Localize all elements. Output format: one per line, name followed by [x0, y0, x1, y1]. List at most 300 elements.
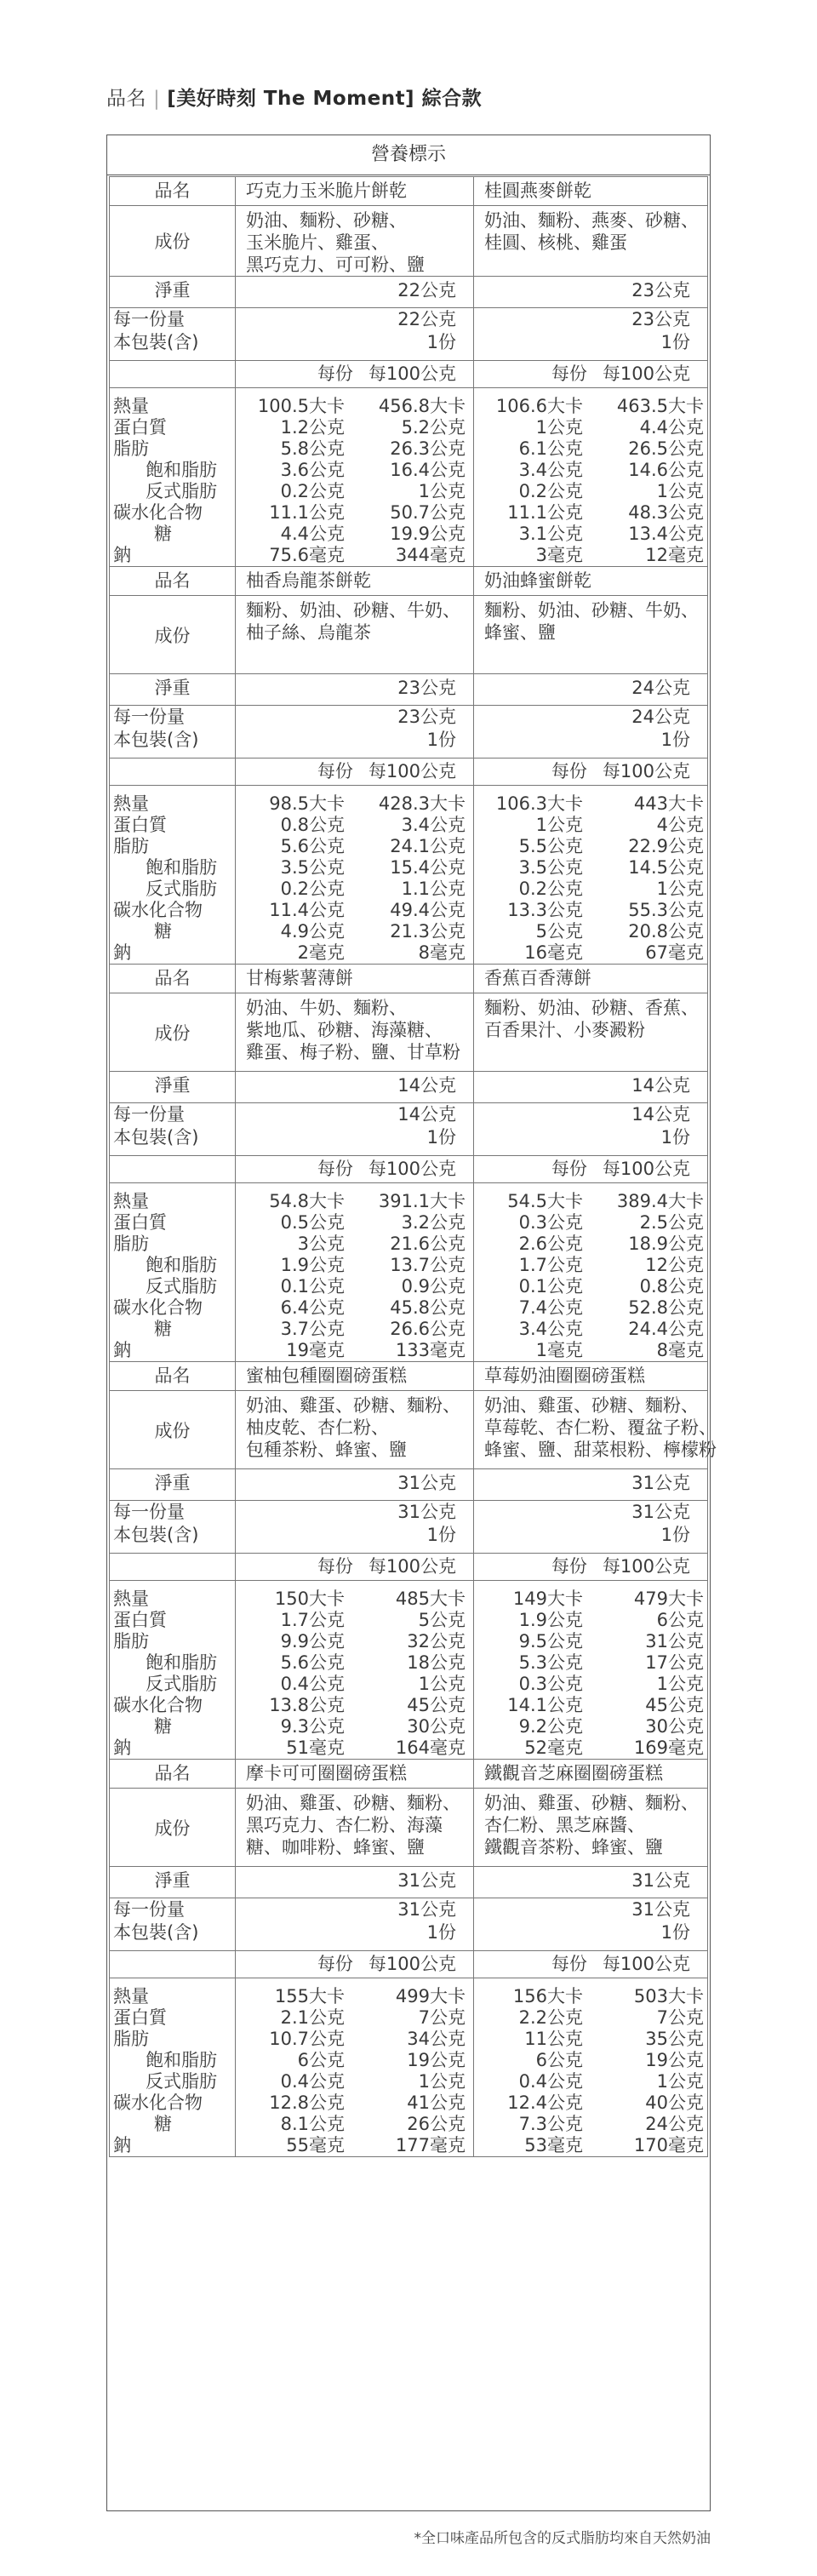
product-label: 品名	[110, 567, 236, 596]
per-100g-header: 每100公克	[368, 1556, 456, 1577]
nutrient-values-left	[236, 1183, 474, 1362]
nutrient-label-sugar: 糖	[154, 1319, 172, 1339]
nutrient-label-trans-fat: 反式脂肪	[146, 481, 217, 501]
ingredients-line: 麵粉、奶油、砂糖、香蕉、	[484, 998, 699, 1018]
per-100g-value: 14.5公克	[628, 857, 704, 878]
nutrient-label-sat-fat: 飽和脂肪	[146, 460, 217, 480]
per-serving-value: 1公克	[535, 417, 583, 438]
product-name-right: 奶油蜂蜜餅乾	[474, 567, 708, 596]
serving-row	[110, 308, 708, 361]
net-weight-label: 淨重	[110, 1469, 236, 1501]
servings-value: 1份	[426, 730, 456, 750]
title-separator: |	[153, 88, 161, 110]
column-header-blank	[110, 1156, 236, 1183]
column-header-left	[236, 1951, 474, 1978]
serving-size-label: 每一份量	[113, 1104, 185, 1125]
per-serving-value: 12.8公克	[269, 2092, 345, 2113]
per-100g-header: 每100公克	[602, 1159, 690, 1179]
per-serving-value: 3.4公克	[518, 1319, 583, 1339]
column-header-blank	[110, 758, 236, 786]
per-100g-value: 5公克	[418, 1610, 466, 1630]
per-serving-value: 13.3公克	[507, 900, 583, 920]
per-100g-value: 6公克	[656, 1610, 704, 1630]
nutrient-value-row	[236, 1255, 466, 1276]
per-serving-value: 11公克	[524, 2029, 583, 2049]
nutrient-value-row	[236, 1191, 466, 1212]
servings-value: 1份	[660, 730, 690, 750]
ingredients-line: 蜂蜜、鹽	[484, 622, 556, 643]
nutrient-labels	[110, 388, 236, 567]
nutrient-label-protein: 蛋白質	[113, 815, 167, 835]
serving-size-value: 31公克	[631, 1899, 690, 1920]
nutrient-values-left	[236, 786, 474, 965]
ingredients-row	[110, 1789, 708, 1867]
per-serving-value: 6公克	[297, 2050, 345, 2070]
serving-row	[110, 1898, 708, 1951]
per-100g-value: 41公克	[407, 2092, 466, 2113]
nutrient-label-protein: 蛋白質	[113, 1610, 167, 1630]
per-100g-value: 3.4公克	[401, 815, 466, 835]
ingredients-line: 奶油、雞蛋、砂糖、麵粉、	[484, 1793, 699, 1813]
per-100g-value: 1公克	[418, 1674, 466, 1694]
nutrient-label-trans-fat: 反式脂肪	[146, 879, 217, 899]
nutrient-values-right	[474, 388, 708, 567]
per-serving-value: 14.1公克	[507, 1695, 583, 1715]
footnote: *全口味產品所包含的反式脂肪均來自天然奶油	[414, 2530, 711, 2547]
nutrient-value-row	[474, 900, 704, 921]
per-100g-value: 19.9公克	[390, 524, 466, 544]
nutrition-table-title: 營養標示	[107, 135, 710, 175]
ingredients-line: 鐵觀音茶粉、蜂蜜、鹽	[484, 1837, 663, 1858]
net-weight-row	[110, 1072, 708, 1103]
serving-label	[110, 706, 236, 758]
per-100g-value: 40公克	[645, 2092, 704, 2113]
nutrient-label-carbs: 碳水化合物	[113, 1695, 203, 1715]
per-serving-value: 10.7公克	[269, 2029, 345, 2049]
nutrient-labels	[110, 1978, 236, 2157]
per-serving-value: 75.6毫克	[269, 545, 345, 565]
nutrient-value-row	[236, 1589, 466, 1610]
nutrient-label-sat-fat: 飽和脂肪	[146, 1255, 217, 1275]
ingredients-right	[474, 993, 708, 1072]
per-100g-value: 0.9公克	[401, 1276, 466, 1297]
servings-value: 1份	[660, 332, 690, 352]
nutrient-value-row	[236, 1652, 466, 1674]
nutrient-value-row	[474, 1234, 704, 1255]
ingredients-right	[474, 1391, 717, 1469]
serving-label	[110, 1103, 236, 1156]
per-100g-value: 31公克	[645, 1631, 704, 1652]
ingredients-label: 成份	[110, 993, 236, 1072]
per-100g-value: 391.1大卡	[378, 1191, 466, 1211]
nutrient-label-carbs: 碳水化合物	[113, 900, 203, 920]
per-100g-value: 1.1公克	[401, 879, 466, 899]
serving-size-label: 每一份量	[113, 707, 185, 727]
per-serving-value: 0.8公克	[280, 815, 345, 835]
per-serving-value: 3公克	[297, 1234, 345, 1254]
ingredients-line: 奶油、麵粉、砂糖、	[246, 210, 407, 231]
ingredients-left	[236, 1789, 474, 1867]
per-serving-value: 0.2公克	[280, 481, 345, 501]
per-serving-header: 每份	[551, 1556, 587, 1577]
per-serving-value: 1.7公克	[280, 1610, 345, 1630]
nutrient-value-row	[474, 2135, 704, 2156]
ingredients-row	[110, 993, 708, 1072]
per-serving-value: 9.9公克	[280, 1631, 345, 1652]
nutrient-value-row	[236, 900, 466, 921]
nutrient-value-row	[236, 793, 466, 815]
column-header-right	[474, 361, 708, 388]
per-100g-header: 每100公克	[368, 1954, 456, 1974]
nutrient-values-left	[236, 1581, 474, 1760]
ingredients-left	[236, 596, 474, 674]
per-serving-value: 0.1公克	[280, 1276, 345, 1297]
serving-size-value: 22公克	[397, 309, 456, 329]
nutrient-value-row	[474, 545, 704, 566]
nutrient-value-row	[474, 481, 704, 502]
servings-value: 1份	[660, 1525, 690, 1545]
nutrient-label-calories: 熱量	[113, 396, 149, 416]
serving-size-value: 14公克	[631, 1104, 690, 1125]
per-100g-value: 55.3公克	[628, 900, 704, 920]
ingredients-label: 成份	[110, 206, 236, 277]
per-serving-value: 3.1公克	[518, 524, 583, 544]
nutrient-value-row	[236, 417, 466, 438]
nutrient-label-trans-fat: 反式脂肪	[146, 2071, 217, 2092]
per-serving-value: 0.2公克	[518, 879, 583, 899]
per-serving-value: 9.3公克	[280, 1716, 345, 1737]
per-serving-value: 5.8公克	[280, 438, 345, 459]
per-100g-value: 13.4公克	[628, 524, 704, 544]
per-serving-value: 0.4公克	[280, 1674, 345, 1694]
per-serving-value: 156大卡	[512, 1986, 583, 2006]
product-name-right: 桂圓燕麥餅乾	[474, 177, 708, 206]
product-label: 品名	[110, 965, 236, 993]
per-100g-value: 19公克	[645, 2050, 704, 2070]
per-serving-header: 每份	[551, 1954, 587, 1974]
per-serving-value: 1.9公克	[280, 1255, 345, 1275]
serving-right	[474, 308, 708, 361]
nutrient-value-row	[474, 396, 704, 417]
ingredients-line: 黑巧克力、可可粉、鹽	[246, 255, 425, 275]
per-100g-value: 3.2公克	[401, 1212, 466, 1233]
nutrient-label-calories: 熱量	[113, 1986, 149, 2006]
per-serving-value: 6公克	[535, 2050, 583, 2070]
ingredients-line: 奶油、雞蛋、砂糖、麵粉、	[484, 1395, 699, 1416]
column-header-left	[236, 1554, 474, 1581]
nutrient-value-row	[236, 481, 466, 502]
nutrient-value-row	[236, 2029, 466, 2050]
serving-row	[110, 1501, 708, 1554]
nutrient-value-row	[236, 1276, 466, 1297]
per-serving-value: 19毫克	[286, 1340, 345, 1360]
ingredients-line: 杏仁粉、黑芝麻醬、	[484, 1815, 645, 1835]
ingredients-line: 糖、咖啡粉、蜂蜜、鹽	[246, 1837, 425, 1858]
per-100g-header: 每100公克	[368, 364, 456, 384]
per-100g-value: 15.4公克	[390, 857, 466, 878]
ingredients-line: 麵粉、奶油、砂糖、牛奶、	[246, 600, 460, 621]
nutrient-value-row	[474, 1297, 704, 1319]
product-name-left: 甘梅紫薯薄餅	[236, 965, 474, 993]
ingredients-line: 柚皮乾、杏仁粉、	[246, 1417, 389, 1438]
per-100g-value: 1公克	[418, 481, 466, 501]
per-serving-value: 54.5大卡	[507, 1191, 583, 1211]
serving-label	[110, 308, 236, 361]
product-name-left: 摩卡可可圈圈磅蛋糕	[236, 1760, 474, 1789]
per-100g-value: 503大卡	[633, 1986, 704, 2006]
per-100g-value: 1公克	[656, 1674, 704, 1694]
per-100g-value: 50.7公克	[390, 502, 466, 523]
net-weight-left: 31公克	[236, 1867, 474, 1898]
per-serving-value: 0.4公克	[518, 2071, 583, 2092]
per-100g-value: 485大卡	[395, 1589, 466, 1609]
per-serving-value: 1.7公克	[518, 1255, 583, 1275]
per-100g-value: 4公克	[656, 815, 704, 835]
ingredients-line: 黑巧克力、杏仁粉、海藻	[246, 1815, 443, 1835]
ingredients-row	[110, 1391, 708, 1469]
servings-per-package-label: 本包裝(含)	[113, 1922, 199, 1943]
nutrient-value-row	[474, 836, 704, 857]
per-serving-value: 0.3公克	[518, 1674, 583, 1694]
title-label: 品名	[106, 88, 146, 110]
nutrient-value-row	[236, 1716, 466, 1737]
ingredients-line: 雞蛋、梅子粉、鹽、甘草粉	[246, 1042, 460, 1062]
nutrient-value-row	[236, 1674, 466, 1695]
nutrient-value-row	[236, 1695, 466, 1716]
per-100g-header: 每100公克	[602, 761, 690, 781]
per-serving-value: 0.2公克	[280, 879, 345, 899]
servings-value: 1份	[426, 1127, 456, 1148]
nutrient-label-fat: 脂肪	[113, 836, 149, 856]
per-100g-value: 26.3公克	[390, 438, 466, 459]
nutrition-table-body	[110, 177, 717, 2157]
per-serving-value: 54.8大卡	[269, 1191, 345, 1211]
net-weight-label: 淨重	[110, 277, 236, 308]
per-100g-value: 45公克	[407, 1695, 466, 1715]
per-serving-value: 2.1公克	[280, 2007, 345, 2028]
per-serving-value: 16毫克	[524, 942, 583, 963]
net-weight-label: 淨重	[110, 1867, 236, 1898]
nutrient-value-row	[474, 502, 704, 524]
per-serving-value: 149大卡	[512, 1589, 583, 1609]
nutrient-value-row	[236, 836, 466, 857]
per-100g-value: 26公克	[407, 2114, 466, 2134]
per-serving-value: 3毫克	[535, 545, 583, 565]
ingredients-line: 百香果汁、小麥澱粉	[484, 1020, 645, 1040]
per-serving-header: 每份	[317, 1954, 353, 1974]
nutrient-label-sodium: 鈉	[113, 545, 131, 565]
per-serving-value: 7.4公克	[518, 1297, 583, 1318]
per-100g-value: 0.8公克	[639, 1276, 704, 1297]
nutrient-value-row	[236, 545, 466, 566]
nutrient-label-sat-fat: 飽和脂肪	[146, 1652, 217, 1673]
ingredients-line: 紫地瓜、砂糖、海藻糖、	[246, 1020, 443, 1040]
nutrient-value-row	[236, 942, 466, 964]
nutrient-label-sodium: 鈉	[113, 1737, 131, 1758]
product-name-right: 香蕉百香薄餅	[474, 965, 708, 993]
nutrient-label-calories: 熱量	[113, 793, 149, 814]
per-100g-value: 35公克	[645, 2029, 704, 2049]
ingredients-right	[474, 596, 708, 674]
per-100g-value: 5.2公克	[401, 417, 466, 438]
per-serving-header: 每份	[551, 1159, 587, 1179]
nutrient-label-sat-fat: 飽和脂肪	[146, 857, 217, 878]
per-100g-value: 22.9公克	[628, 836, 704, 856]
nutrient-label-protein: 蛋白質	[113, 417, 167, 438]
per-serving-value: 1公克	[535, 815, 583, 835]
serving-row	[110, 706, 708, 758]
column-header-row	[110, 361, 708, 388]
per-serving-value: 155大卡	[274, 1986, 345, 2006]
per-serving-value: 1.9公克	[518, 1610, 583, 1630]
per-100g-value: 26.5公克	[628, 438, 704, 459]
net-weight-row	[110, 674, 708, 706]
per-100g-value: 18公克	[407, 1652, 466, 1673]
per-serving-value: 1.2公克	[280, 417, 345, 438]
nutrient-value-row	[474, 815, 704, 836]
per-100g-value: 7公克	[418, 2007, 466, 2028]
per-100g-value: 443大卡	[633, 793, 704, 814]
nutrient-label-trans-fat: 反式脂肪	[146, 1674, 217, 1694]
per-100g-value: 1公克	[418, 2071, 466, 2092]
nutrient-value-row	[474, 2114, 704, 2135]
nutrient-value-row	[236, 1340, 466, 1361]
per-100g-value: 17公克	[645, 1652, 704, 1673]
per-100g-value: 45.8公克	[390, 1297, 466, 1318]
per-serving-value: 52毫克	[524, 1737, 583, 1758]
per-serving-value: 4.4公克	[280, 524, 345, 544]
column-header-row	[110, 1156, 708, 1183]
ingredients-left	[236, 206, 474, 277]
product-row	[110, 1760, 708, 1789]
per-100g-value: 16.4公克	[390, 460, 466, 480]
net-weight-right: 24公克	[474, 674, 708, 706]
per-serving-value: 3.6公克	[280, 460, 345, 480]
nutrient-value-row	[474, 1674, 704, 1695]
nutrient-label-sugar: 糖	[154, 524, 172, 544]
per-100g-value: 1公克	[656, 481, 704, 501]
product-name-left: 蜜柚包種圈圈磅蛋糕	[236, 1362, 474, 1391]
column-header-row	[110, 1951, 708, 1978]
ingredients-row	[110, 596, 708, 674]
serving-left	[236, 706, 474, 758]
per-100g-value: 164毫克	[395, 1737, 466, 1758]
per-100g-value: 428.3大卡	[378, 793, 466, 814]
per-serving-value: 6.1公克	[518, 438, 583, 459]
per-serving-value: 5公克	[535, 921, 583, 942]
per-100g-value: 463.5大卡	[616, 396, 704, 416]
serving-size-label: 每一份量	[113, 1502, 185, 1522]
per-100g-value: 20.8公克	[628, 921, 704, 942]
serving-row	[110, 1103, 708, 1156]
servings-per-package-label: 本包裝(含)	[113, 1525, 199, 1545]
net-weight-label: 淨重	[110, 1072, 236, 1103]
ingredients-left	[236, 1391, 474, 1469]
per-100g-value: 389.4大卡	[616, 1191, 704, 1211]
per-serving-value: 98.5大卡	[269, 793, 345, 814]
serving-label	[110, 1501, 236, 1554]
per-100g-value: 48.3公克	[628, 502, 704, 523]
per-serving-header: 每份	[551, 364, 587, 384]
serving-left	[236, 1103, 474, 1156]
net-weight-left: 31公克	[236, 1469, 474, 1501]
column-header-left	[236, 1156, 474, 1183]
nutrient-label-fat: 脂肪	[113, 438, 149, 459]
per-serving-value: 5.3公克	[518, 1652, 583, 1673]
per-serving-value: 0.2公克	[518, 481, 583, 501]
per-serving-value: 5.5公克	[518, 836, 583, 856]
per-serving-header: 每份	[317, 364, 353, 384]
serving-right	[474, 706, 708, 758]
per-serving-value: 5.6公克	[280, 1652, 345, 1673]
nutrient-value-row	[236, 2092, 466, 2114]
per-100g-value: 30公克	[645, 1716, 704, 1737]
nutrition-values-row	[110, 388, 708, 567]
product-row	[110, 567, 708, 596]
per-100g-value: 8毫克	[418, 942, 466, 963]
nutrient-value-row	[474, 921, 704, 942]
per-100g-value: 19公克	[407, 2050, 466, 2070]
per-100g-value: 479大卡	[633, 1589, 704, 1609]
per-serving-value: 3.4公克	[518, 460, 583, 480]
nutrient-labels	[110, 1183, 236, 1362]
per-serving-value: 4.9公克	[280, 921, 345, 942]
servings-value: 1份	[426, 1922, 456, 1943]
net-weight-right: 23公克	[474, 277, 708, 308]
per-serving-header: 每份	[317, 1159, 353, 1179]
per-100g-value: 456.8大卡	[378, 396, 466, 416]
per-100g-value: 45公克	[645, 1695, 704, 1715]
nutrient-value-row	[236, 815, 466, 836]
net-weight-row	[110, 277, 708, 308]
per-serving-header: 每份	[317, 1556, 353, 1577]
nutrient-value-row	[474, 2071, 704, 2092]
per-100g-header: 每100公克	[368, 1159, 456, 1179]
per-serving-value: 0.4公克	[280, 2071, 345, 2092]
nutrient-value-row	[474, 1631, 704, 1652]
per-100g-value: 12公克	[645, 1255, 704, 1275]
column-header-row	[110, 758, 708, 786]
nutrient-value-row	[474, 1255, 704, 1276]
ingredients-left	[236, 993, 474, 1072]
nutrient-value-row	[474, 524, 704, 545]
nutrient-value-row	[474, 2029, 704, 2050]
serving-size-value: 23公克	[631, 309, 690, 329]
per-serving-value: 2.2公克	[518, 2007, 583, 2028]
servings-value: 1份	[660, 1922, 690, 1943]
per-serving-value: 12.4公克	[507, 2092, 583, 2113]
title-product-name: [美好時刻 The Moment] 綜合款	[167, 88, 483, 110]
per-serving-value: 2毫克	[297, 942, 345, 963]
page-title	[106, 83, 482, 111]
nutrient-label-protein: 蛋白質	[113, 2007, 167, 2028]
nutrient-value-row	[474, 2092, 704, 2114]
per-100g-value: 8毫克	[656, 1340, 704, 1360]
servings-per-package-label: 本包裝(含)	[113, 332, 199, 352]
net-weight-right: 31公克	[474, 1469, 708, 1501]
per-100g-value: 21.6公克	[390, 1234, 466, 1254]
per-100g-value: 32公克	[407, 1631, 466, 1652]
nutrient-value-row	[474, 2050, 704, 2071]
per-serving-value: 11.1公克	[269, 502, 345, 523]
serving-size-value: 31公克	[631, 1502, 690, 1522]
nutrient-value-row	[474, 1737, 704, 1759]
nutrition-values-row	[110, 1581, 708, 1760]
per-100g-value: 67毫克	[645, 942, 704, 963]
nutrient-value-row	[236, 2135, 466, 2156]
ingredients-line: 麵粉、奶油、砂糖、牛奶、	[484, 600, 699, 621]
nutrient-label-fat: 脂肪	[113, 1234, 149, 1254]
